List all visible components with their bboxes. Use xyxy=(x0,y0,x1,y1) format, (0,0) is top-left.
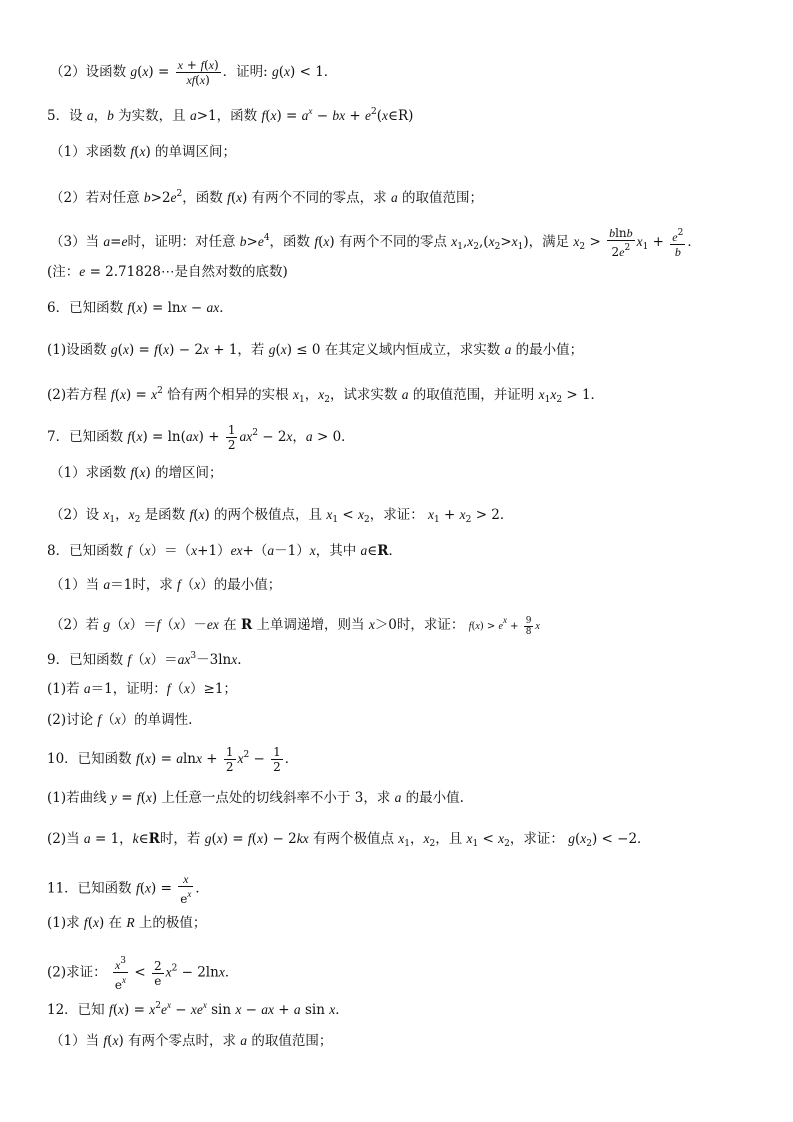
problem-5-note: (注：e = 2.71828⋯是自然对数的底数) xyxy=(47,264,288,280)
problem-5-part-3: （3）当 a=e时，证明：对任意 $b>e^4$，函数 f(x) 有两个不同的零点 $x_1,x_2,(x_2>x_1)$，满足 $x_2$ > $\frac{blnb}{2e^2}$ $x_1$ + $\frac{e^2}{b}$ ． xyxy=(50,226,701,259)
problem-11-part-1: (1)求 f(x) 在 R 上的极值； xyxy=(47,915,207,931)
problem-9-part-1: (1)若 a＝1，证明：f（x）≥1； xyxy=(47,681,237,697)
problem-10-stem: 10．已知函数 f(x) = alnx + $\frac{1}{2}$ $x^2$ − $\frac{1}{2}$ ． xyxy=(47,745,299,774)
problem-5-part-2: （2）若对任意 $b>2e^2$，函数 f(x) 有两个不同的零点，求 a 的取值范围； xyxy=(50,189,484,206)
problem-8-part-2: （2）若 g（x）＝f（x）－ex 在 R 上单调递增，则当 x＞0时，求证： $f(x) > e^x$ + $\frac{9}{8}$ x xyxy=(50,615,540,637)
problem-8-stem: 8．已知函数 f（x）＝（x+1）ex+（a－1）x，其中 a∈R． xyxy=(47,543,402,559)
problem-11-part-2: (2)求证： $\frac{x^3}{e^x}$ < $\frac{2}{e}$ $x^2 - 2\ln x$． xyxy=(47,956,239,992)
problem-11-stem: 11．已知函数 f(x) = $\frac{x}{e^x}$ ． xyxy=(47,872,209,906)
problem-7-stem: 7．已知函数 f(x) = ln(ax) + $\frac{1}{2}$ $ax^2 - 2x$，a > 0． xyxy=(47,423,355,452)
fraction: $\frac{x + f(x)}{xf(x)}$ xyxy=(177,58,219,87)
problem-12-stem: 12．已知 $f(x) = x^2e^x - xe^x$ sin x − ax + a sin x． xyxy=(47,1000,349,1018)
problem-7-part-2: （2）设 $x_1$，$x_2$ 是函数 f(x) 的两个极值点，且 $x_1 < x_2$，求证： $x_1 + x_2 > 2$． xyxy=(50,507,514,525)
problem-9-stem: 9．已知函数 $f(x)=ax^3-3\ln x$. xyxy=(47,651,242,668)
problem-6-stem: 6．已知函数 f(x) = lnx − ax． xyxy=(47,300,233,316)
problem-5-stem: 5．设 a，b 为实数，且 a>1，函数 $f(x) = a^x$ − bx + $e^2(x\in R)$ xyxy=(47,106,414,124)
problem-6-part-2: (2)若方程 $f(x) = x^2$ 恰有两个相异的实根 $x_1$，$x_2$，试求实数 a 的取值范围，并证明 $x_1x_2 > 1$． xyxy=(47,386,605,405)
problem-12-part-1: （1）当 f(x) 有两个零点时，求 a 的取值范围； xyxy=(50,1033,333,1049)
problem-4-part-2: （2）设函数 g(x) = $\frac{x + f(x)}{xf(x)}$ ．证明: g(x) < 1． xyxy=(50,58,338,87)
problem-6-part-1: (1)设函数 g(x) = f(x) − 2x + 1，若 g(x) ≤ 0 在其定义域内恒成立，求实数 a 的最小值； xyxy=(47,342,584,358)
problem-10-part-1: (1)若曲线 y = f(x) 上任意一点处的切线斜率不小于 3，求 a 的最小值. xyxy=(47,790,464,806)
problem-5-part-1: （1）求函数 f(x) 的单调区间； xyxy=(50,144,236,160)
problem-10-part-2: (2)当 a = 1，k∈R时，若 g(x) = f(x) − 2kx 有两个极值点 $x_1$，$x_2$，且 $x_1 < x_2$，求证： $g(x_2) < -2$． xyxy=(47,831,651,849)
problem-9-part-2: (2)讨论 f（x）的单调性. xyxy=(47,712,193,728)
problem-7-part-1: （1）求函数 f(x) 的增区间； xyxy=(50,465,223,481)
problem-8-part-1: （1）当 a＝1时，求 f（x）的最小值； xyxy=(50,577,282,593)
